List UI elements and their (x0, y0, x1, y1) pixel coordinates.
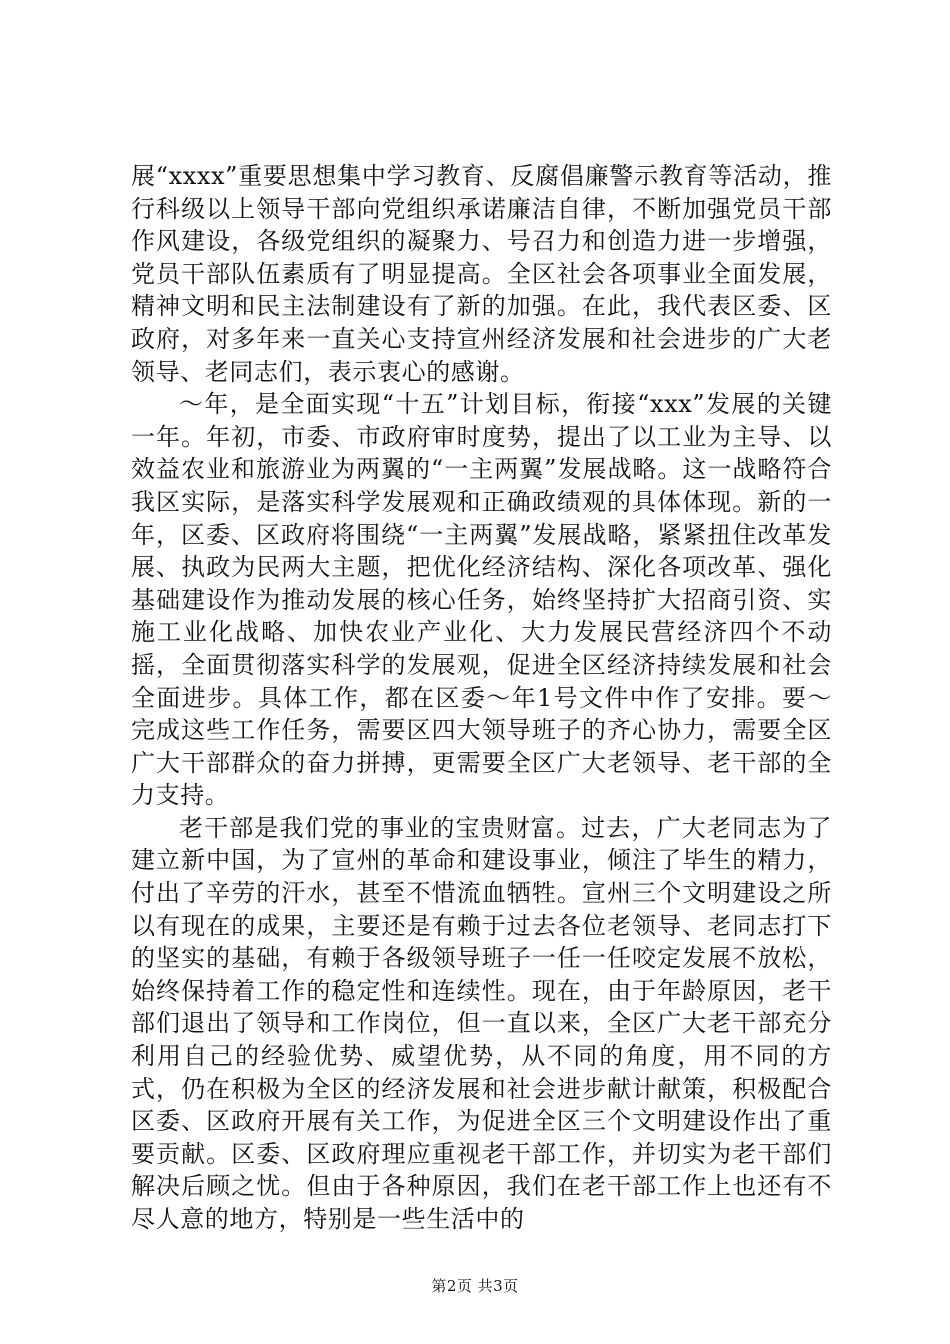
page-number-footer: 第2页 共3页 (431, 1277, 519, 1295)
paragraph-2: ～年，是全面实现“十五”计划目标，衔接“xxx”发展的关键一年。年初，市委、市政府审时度势，提出了以工业为主导、以效益农业和旅游业为两翼的“一主两翼”发展战略。这一战略符合我区实际，是落实科学发展观和正确政绩观的具体体现。新的一年，区委、区政府将围绕“一主两翼”发展战略，紧紧扭住改革发展、执政为民两大主题，把优化经济结构、深化各项改革、强化基础建设作为推动发展的核心任务，始终坚持扩大招商引资、实施工业化战略、加快农业产业化、大力发展民营经济四个不动摇，全面贯彻落实科学的发展观，促进全区经济持续发展和社会全面进步。具体工作，都在区委～年1号文件中作了安排。要～完成这些工作任务，需要区四大领导班子的齐心协力，需要全区广大干部群众的奋力拼搏，更需要全区广大老领导、老干部的全力支持。 (131, 390, 832, 810)
paragraph-3: 老干部是我们党的事业的宝贵财富。过去，广大老同志为了建立新中国，为了宣州的革命和建设事业，倾注了毕生的精力，付出了辛劳的汗水，甚至不惜流血牺牲。宣州三个文明建设之所以有现在的成果，主要还是有赖于过去各位老领导、老同志打下的坚实的基础，有赖于各级领导班子一任一任咬定发展不放松，始终保持着工作的稳定性和连续性。现在，由于年龄原因，老干部们退出了领导和工作岗位，但一直以来，全区广大老干部充分利用自己的经验优势、威望优势，从不同的角度，用不同的方式，仍在积极为全区的经济发展和社会进步献计献策，积极配合区委、区政府开展有关工作，为促进全区三个文明建设作出了重要贡献。区委、区政府理应重视老干部工作，并切实为老干部们解决后顾之忧。但由于各种原因，我们在老干部工作上也还有不尽人意的地方，特别是一些生活中的 (131, 813, 832, 1233)
paragraph-1: 展“xxxx”重要思想集中学习教育、反腐倡廉警示教育等活动，推行科级以上领导干部向党组织承诺廉洁自律，不断加强党员干部作风建设，各级党组织的凝聚力、号召力和创造力进一步增强，党员干部队伍素质有了明显提高。全区社会各项事业全面发展，精神文明和民主法制建设有了新的加强。在此，我代表区委、区政府，对多年来一直关心支持宣州经济发展和社会进步的广大老领导、老同志们，表示衷心的感谢。 (131, 162, 832, 386)
document-body (131, 160, 832, 1236)
